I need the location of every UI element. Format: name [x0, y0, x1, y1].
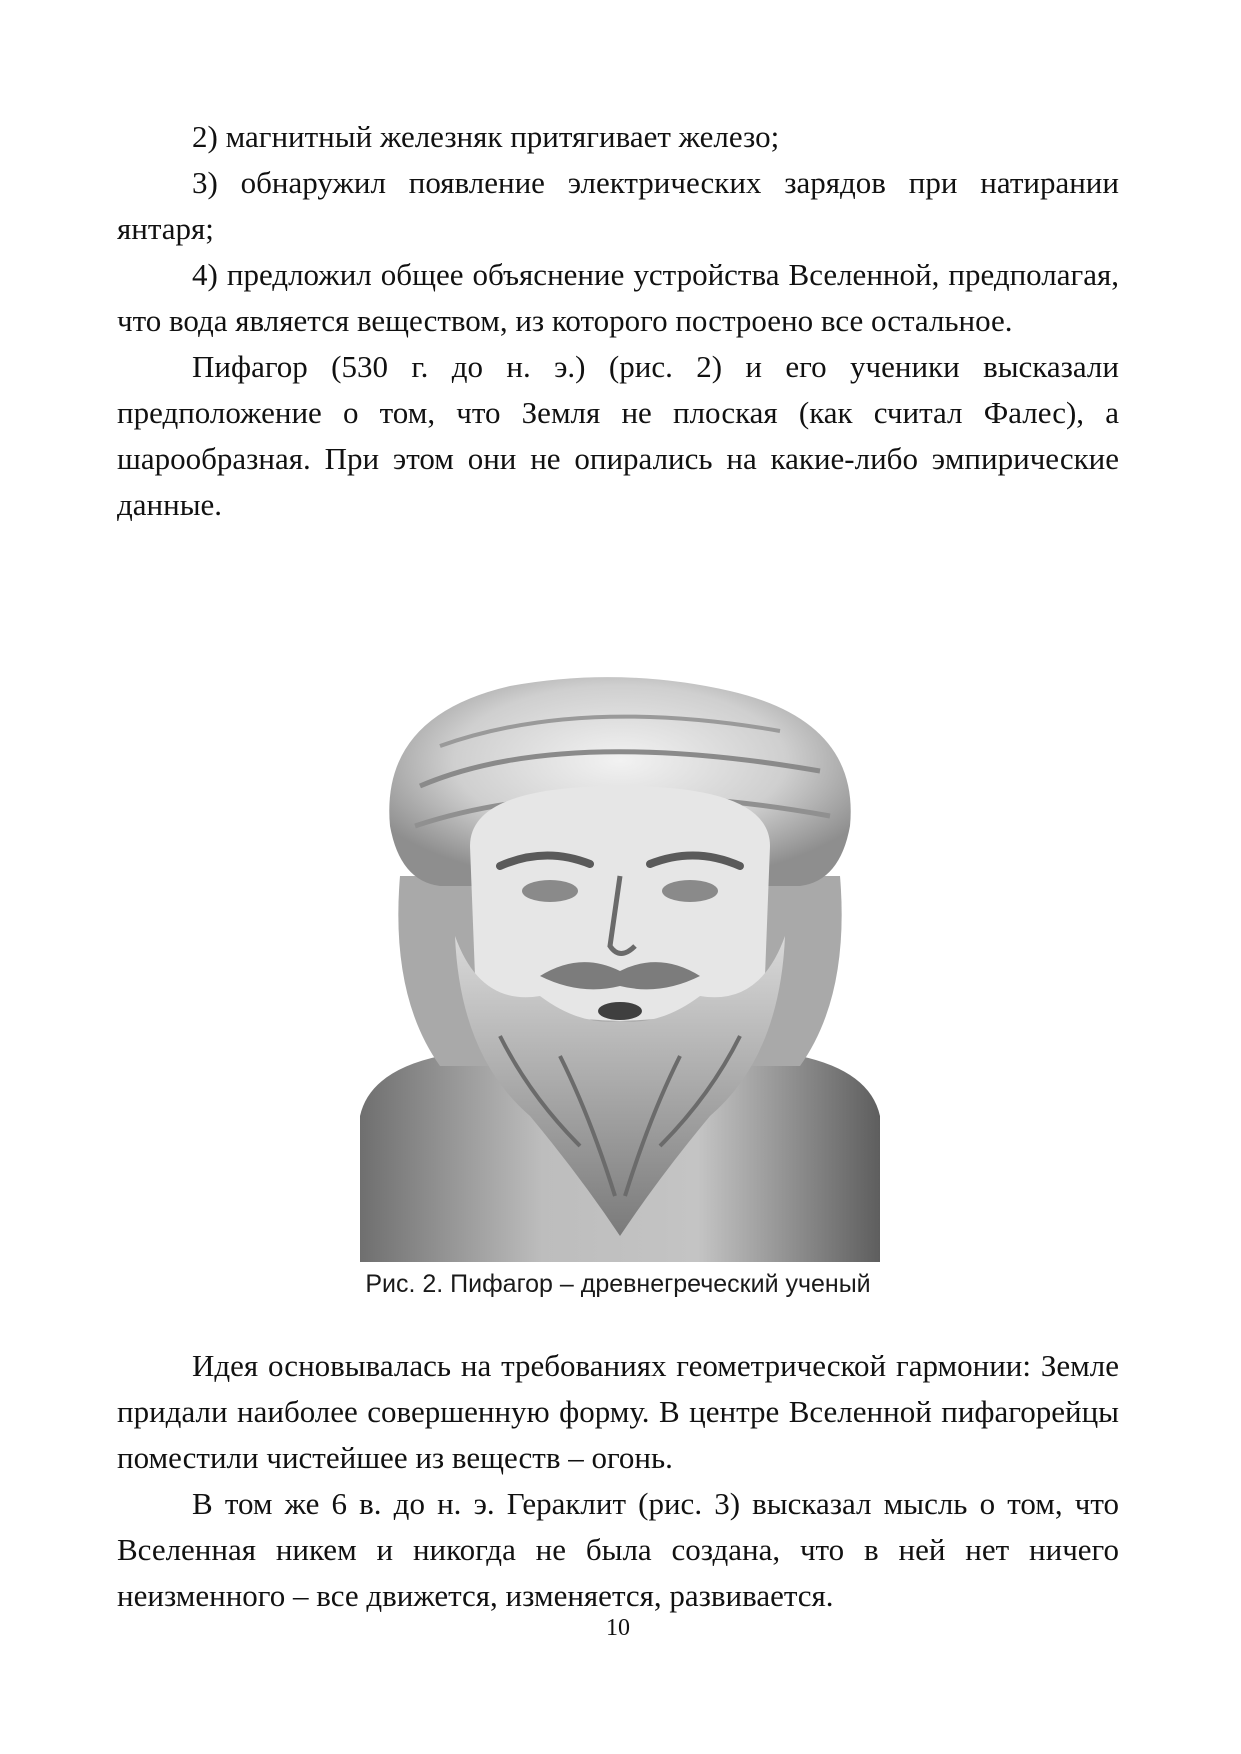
bust-image [360, 676, 880, 1262]
paragraph-item-4: 4) предложил общее объяснение устройства Вселенной, предполагая, что вода является веществом, из которого построено все остальное. [117, 257, 1119, 338]
text-block-bottom [117, 1343, 1119, 1619]
paragraph-item-2: 2) магнитный железняк притягивает железо; [192, 119, 780, 154]
paragraph-geometric-harmony: Идея основывалась на требованиях геометрической гармонии: Земле придали наиболее совершенную форму. В центре Вселенной пифагорейцы поместили чистейшее из веществ – огонь. [117, 1348, 1119, 1475]
paragraph-heraclitus: В том же 6 в. до н. э. Гераклит (рис. 3) высказал мысль о том, что Вселенная никем и никогда не была создана, что в ней нет ничего неизменного – все движется, изменяется, развивается. [117, 1486, 1119, 1613]
paragraph-pythagoras: Пифагор (530 г. до н. э.) (рис. 2) и его ученики высказали предположение о том, что Земля не плоская (как считал Фалес), а шарообразная. При этом они не опирались на какие-либо эмпирические данные. [117, 349, 1119, 522]
page-number: 10 [606, 1615, 630, 1641]
figure-pythagoras-bust [360, 676, 880, 1262]
paragraph-item-3: 3) обнаружил появление электрических зарядов при натирании янтаря; [117, 165, 1119, 246]
text-block-top [117, 114, 1119, 528]
figure-caption: Рис. 2. Пифагор – древнегреческий ученый [365, 1270, 871, 1298]
